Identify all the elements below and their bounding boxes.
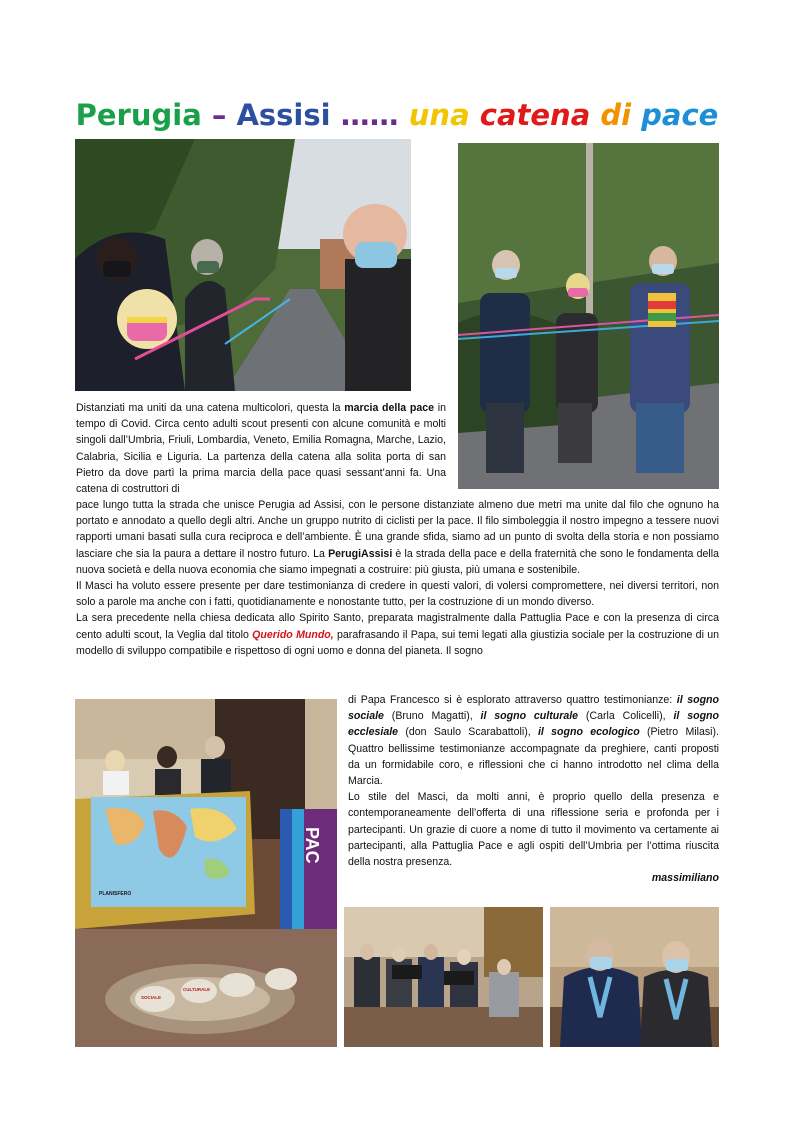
sogno-text-a: di Papa Francesco si è esplorato attraverso quattro testimonianze: [348, 694, 677, 706]
sogno-text-c: (Bruno Magatti), [383, 710, 481, 723]
sogno-ecclesiale: il sogno ecclesiale [348, 710, 719, 739]
banner-text: PAC [302, 827, 322, 864]
title-pace: pace [631, 98, 719, 132]
querido-mundo: Querido Mundo, [252, 628, 334, 641]
sogno-ecologico: il sogno ecologico [537, 726, 640, 739]
photo-two-people [550, 907, 719, 1047]
sogno-sociale: il sogno sociale [348, 694, 719, 723]
stone-label-2: CULTURALE [183, 987, 211, 992]
title-una: una [408, 98, 470, 132]
intro-text-c: in tempo di Covid. Circa cento adulti scout presenti con alcune comunità e molti singoli dall’Umbria, Friuli, Lombardia, Veneto, Emilia Romagna, Marche, Lazio, Calabria, Sicilia e Liguria. La partenza della catena alla solita porta di san Pietro da dove partì la prima marcia della pace quasi sessant’anni fa. Una catena di costruttori di [76, 402, 446, 496]
paragraph-stile: Lo stile del Masci, da molti anni, è proprio quello della presenza e contemporaneamente dell’offerta di una riflessione seria e profonda per i partecipanti. Un grazie di cuore a nome di tutto il movimento va certamente ai partecipanti, alla Pattuglia Pace e agli ospiti dell’Umbria per l’ottima riuscita della nostra presenza. [348, 791, 719, 869]
paragraph-masci: Il Masci ha voluto essere presente per dare testimonianza di credere in questi valori, di volersi compromettere, nei diversi territori, non solo a parole ma anche con i fatti, quotidianamente e nonostante tutto, per la costruzione di un mondo diverso. [76, 580, 719, 609]
main-text-a: pace lungo tutta la strada che unisce Perugia ad Assisi, con le persone distanziate almeno due metri ma unite dal filo che ognuno ha portato e annodato a quello degli altri. Anche un gruppo nutrito di ciclisti per la pace. Il filo simboleggia il nostro impegno a tessere nuovi rapporti umani basati sulla cura reciproca e dell’ambiente. È una grande sfida, siamo ad un punto di svolta della storia e non possiamo lasciare che sia la paura a dettare il nostro futuro. La [76, 499, 719, 560]
veglia-text-a: La sera precedente nella chiesa dedicata allo Spirito Santo, preparata magistralmente dalla Pattuglia Pace e con la presenza di circa cento adulti scout, la Veglia dal titolo [76, 612, 719, 641]
signature: massimiliano [651, 872, 719, 885]
photo-choir [344, 907, 543, 1047]
veglia-text-c: parafrasando il Papa, sui temi legati alla giustizia sociale per la costruzione di un modello di sviluppo compatibile e rispettoso di ogni uomo e donna del pianeta. Il sogno [76, 628, 719, 657]
title-catena: catena [469, 98, 591, 132]
map-label: PLANISFERO [99, 891, 132, 897]
photo-three-people [458, 143, 719, 489]
photo-church-map [75, 699, 337, 1047]
intro-text-a: Distanziati ma uniti da una catena multicolori, questa la [76, 402, 345, 414]
sogno-text-e: (Carla Colicelli), [578, 710, 674, 723]
title-di: di [590, 98, 632, 132]
stone-label-1: SOCIALE [141, 995, 162, 1000]
main-bold-perugiassisi: PerugiAssisi [328, 547, 393, 560]
photo-selfie-road [75, 139, 411, 391]
intro-bold: marcia della pace [344, 402, 435, 414]
sogno-text-i: (Pietro Milasi). Quattro bellissime testimonianze accompagnate da preghiere, canti proposti da un formidabile coro, e riflessioni che ci hanno introdotto nel clima della Marcia. [348, 726, 720, 788]
page-title [0, 98, 794, 132]
sogno-text-g: (don Saulo Scarabattoli), [398, 726, 538, 739]
main-text-c: è la strada della pace e della fraternità che sono le fondamenta della nuova società e della nuova economia che siamo impegnati a costruire: più giusta, più umana e sostenibile. [76, 547, 719, 576]
paragraph-main [76, 497, 719, 659]
title-assisi: Assisi [236, 98, 331, 132]
sogno-culturale: il sogno culturale [480, 710, 579, 723]
paragraph-testimonianze [348, 692, 719, 886]
title-dots: …… [330, 98, 409, 132]
title-dash: – [201, 98, 237, 132]
paragraph-intro [76, 400, 446, 497]
title-perugia: Perugia [75, 98, 202, 132]
